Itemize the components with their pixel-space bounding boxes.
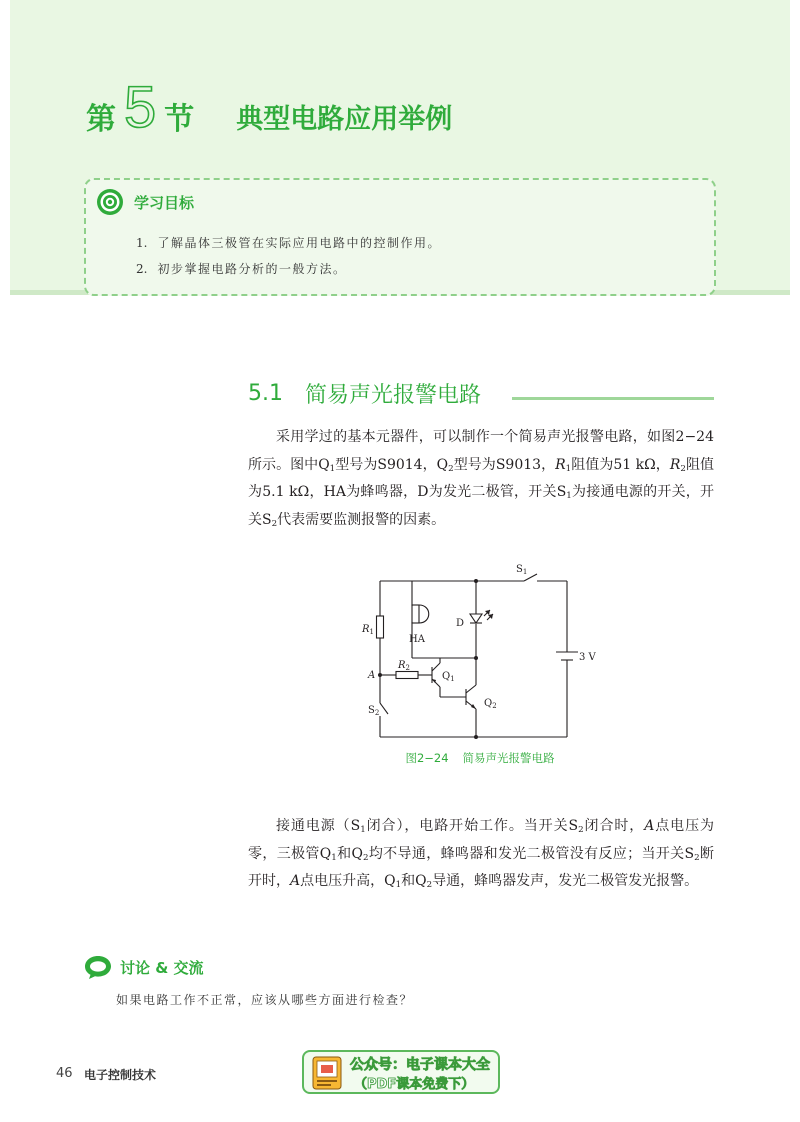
section-heading	[248, 378, 481, 409]
book-logo-icon	[312, 1056, 342, 1090]
text-run: 型号为S9014，Q	[335, 456, 449, 473]
label-s1: $S_1$	[516, 564, 528, 576]
subscript: 1	[331, 852, 337, 863]
symbol-a: A	[290, 873, 301, 889]
subscript: 2	[448, 463, 454, 474]
symbol-r: R	[555, 456, 566, 473]
section-number: 5.1	[248, 381, 283, 406]
text-run: 为接通电源的开关，开关S	[248, 484, 714, 528]
paragraph-text	[248, 424, 714, 534]
text-run: 闭合时，	[583, 818, 645, 834]
section-title: 简易声光报警电路	[305, 383, 482, 408]
watermark-badge	[302, 1050, 500, 1094]
text-run: 点电压为零，三极管Q	[248, 818, 715, 862]
label-r2: $R_2$	[398, 660, 410, 672]
figure-caption	[380, 750, 580, 766]
book-name: 电子控制技术	[84, 1068, 157, 1082]
text-run: 闭合），电路开始工作。当开关S	[365, 818, 579, 834]
text-run: 和Q	[401, 873, 427, 889]
text-run: 导通，蜂鸣器发声，发光二极管发光报警。	[432, 873, 699, 889]
goal-item	[136, 234, 441, 251]
watermark-line2: （PDF课本免费下）	[354, 1077, 475, 1092]
label-ha: HA	[409, 634, 425, 645]
watermark-line1: 公众号：电子课本大全	[350, 1057, 490, 1073]
subscript: 1	[566, 491, 572, 502]
goal-number: 2.	[136, 262, 148, 276]
text-run: 采用学过的基本元器件，可以制作一个简易声光报警电路，如图2−24所示。图中Q	[248, 429, 714, 473]
figure-number: 图2−24	[405, 751, 449, 765]
goal-item	[136, 260, 346, 277]
label-s2: $S_2$	[368, 705, 380, 717]
paragraph-text	[248, 813, 714, 896]
discussion-question: 如果电路工作不正常，应该从哪些方面进行检查？	[116, 993, 414, 1007]
paragraph-operation	[248, 813, 714, 896]
subscript: 1	[395, 880, 402, 891]
text-run: 接通电源（S	[276, 818, 361, 834]
subscript: 1	[565, 463, 572, 474]
goal-text: 了解晶体三极管在实际应用电路中的控制作用。	[157, 236, 441, 250]
text-run: 阻值为5.1 kΩ，HA为蜂鸣器，D为发光二极管，开关S	[248, 456, 714, 500]
text-run: 代表需要监测报警的因素。	[277, 511, 446, 528]
circuit-diagram	[352, 560, 596, 746]
subscript: 2	[271, 518, 278, 529]
figure-title: 简易声光报警电路	[462, 751, 555, 765]
learning-goals-header	[96, 188, 194, 216]
subscript: 2	[578, 825, 584, 836]
label-a: A	[368, 670, 376, 681]
page-number: 46	[56, 1066, 73, 1081]
subscript: 2	[426, 880, 433, 891]
goal-text: 初步掌握电路分析的一般方法。	[157, 262, 347, 276]
chapter-name: 典型电路应用举例	[236, 103, 453, 135]
section-rule	[512, 397, 714, 400]
chapter-number: 5	[124, 75, 157, 140]
text-run: 和Q	[336, 845, 363, 862]
goal-number: 1.	[136, 236, 148, 250]
symbol-a: A	[644, 818, 655, 834]
text-run: 断开时，	[248, 845, 715, 889]
paragraph-intro	[248, 424, 714, 534]
learning-goals-label: 学习目标	[134, 193, 195, 212]
label-q2: $Q_2$	[484, 698, 497, 710]
subscript: 1	[360, 825, 366, 836]
text-run: 点电压升高，Q	[300, 873, 396, 889]
discussion-header	[84, 954, 204, 980]
subscript: 2	[680, 463, 686, 474]
label-d: D	[456, 618, 465, 629]
learning-goals-box	[84, 178, 716, 296]
speech-bubble-icon	[84, 954, 112, 980]
chapter-title	[86, 75, 453, 146]
text-run: 均不导通，蜂鸣器和发光二极管没有反应；当开关S	[368, 845, 695, 862]
label-battery: 3 V	[579, 652, 596, 663]
chapter-prefix: 第	[86, 102, 116, 137]
chapter-suffix: 节	[164, 102, 195, 137]
symbol-r: R	[669, 456, 681, 473]
subscript: 2	[362, 852, 369, 863]
subscript: 1	[329, 463, 336, 474]
label-r1: $R_1$	[362, 624, 374, 636]
subscript: 2	[694, 852, 700, 863]
discussion-label: 讨论 & 交流	[120, 958, 204, 977]
label-q1: $Q_1$	[442, 671, 455, 683]
target-icon	[96, 188, 124, 216]
text-run: 阻值为51 kΩ，	[571, 456, 670, 473]
text-run: 型号为S9013，	[453, 456, 556, 473]
